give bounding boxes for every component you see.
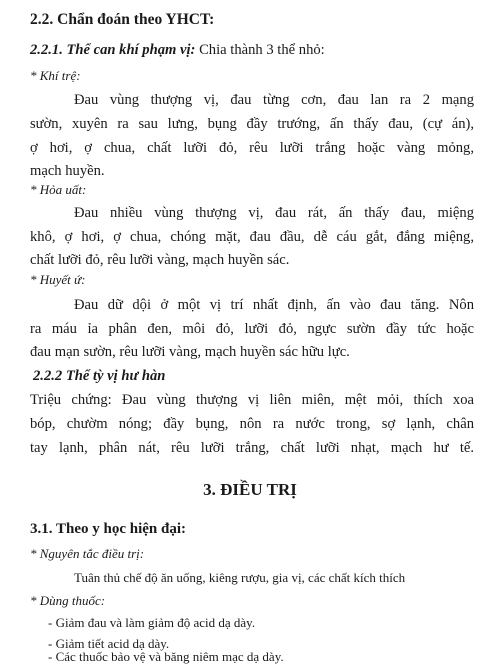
dung-thuoc-item-3: - Các thuốc bảo vệ và băng niêm mạc dạ dày.: [48, 649, 284, 664]
label-huyet-u: * Huyết ứ:: [30, 272, 86, 287]
hoa-uat-line-1: Đau nhiều vùng thượng vị, đau rát, ấn thấy đau, miệng: [74, 205, 474, 221]
heading-3-dieu-tri: 3. ĐIỀU TRỊ: [203, 480, 297, 499]
hoa-uat-line-2: khô, ợ hơi, ợ chua, chóng mặt, đau đầu, dễ cáu gắt, đắng miệng,: [30, 229, 474, 245]
heading-3-1: 3.1. Theo y học hiện đại:: [30, 521, 186, 537]
heading-2-2: 2.2. Chẩn đoán theo YHCT:: [30, 11, 215, 28]
khi-tre-line-4: mạch huyền.: [30, 163, 105, 179]
dung-thuoc-item-1: - Giảm đau và làm giảm độ acid dạ dày.: [48, 615, 256, 630]
trieu-chung-line-2: bóp, chườm nóng; đầy bụng, nôn ra nước trong, sợ lạnh, chân: [30, 416, 474, 432]
label-nguyen-tac: * Nguyên tắc điều trị:: [30, 546, 145, 561]
khi-tre-line-2: sườn, xuyên ra sau lưng, bụng đầy trướng, ấn thấy đau, (cự án),: [30, 116, 474, 132]
trieu-chung-line-3: tay lạnh, phân nát, rêu lưỡi trắng, chất lưỡi nhạt, mạch hư tế.: [30, 440, 474, 456]
heading-2-2-1: [30, 40, 325, 60]
khi-tre-line-3: ợ hơi, ợ chua, chất lưỡi đỏ, rêu lưỡi trắng hoặc vàng mỏng,: [30, 140, 474, 156]
heading-2-2-1-title: 2.2.1. Thể can khí phạm vị:: [30, 42, 196, 58]
label-khi-tre: * Khí trệ:: [30, 68, 81, 83]
dung-thuoc-item-2: - Giảm tiết acid dạ dày.: [48, 636, 170, 651]
heading-2-2-2: 2.2.2 Thể tỳ vị hư hàn: [33, 368, 166, 384]
huyet-u-line-1: Đau dữ dội ở một vị trí nhất định, ấn vào đau tăng. Nôn: [74, 297, 474, 313]
heading-2-2-1-note: Chia thành 3 thể nhỏ:: [199, 42, 325, 58]
label-dung-thuoc: * Dùng thuốc:: [30, 593, 106, 608]
nguyen-tac-text: Tuân thủ chế độ ăn uống, kiêng rượu, gia vị, các chất kích thích: [74, 570, 406, 585]
hoa-uat-line-3: chất lưỡi đỏ, rêu lưỡi vàng, mạch huyền sác.: [30, 252, 290, 268]
huyet-u-line-3: đau mạn sườn, rêu lưỡi vàng, mạch huyền sác hữu lực.: [30, 344, 350, 360]
trieu-chung-line-1: Triệu chứng: Đau vùng thượng vị liên miên, mệt mỏi, thích xoa: [30, 392, 474, 408]
khi-tre-line-1: Đau vùng thượng vị, đau từng cơn, đau lan ra 2 mạng: [74, 92, 474, 108]
label-hoa-uat: * Hỏa uất:: [30, 182, 87, 197]
huyet-u-line-2: ra máu ỉa phân đen, môi đỏ, lưỡi đỏ, ngực sườn đầy tức hoặc: [30, 321, 474, 337]
